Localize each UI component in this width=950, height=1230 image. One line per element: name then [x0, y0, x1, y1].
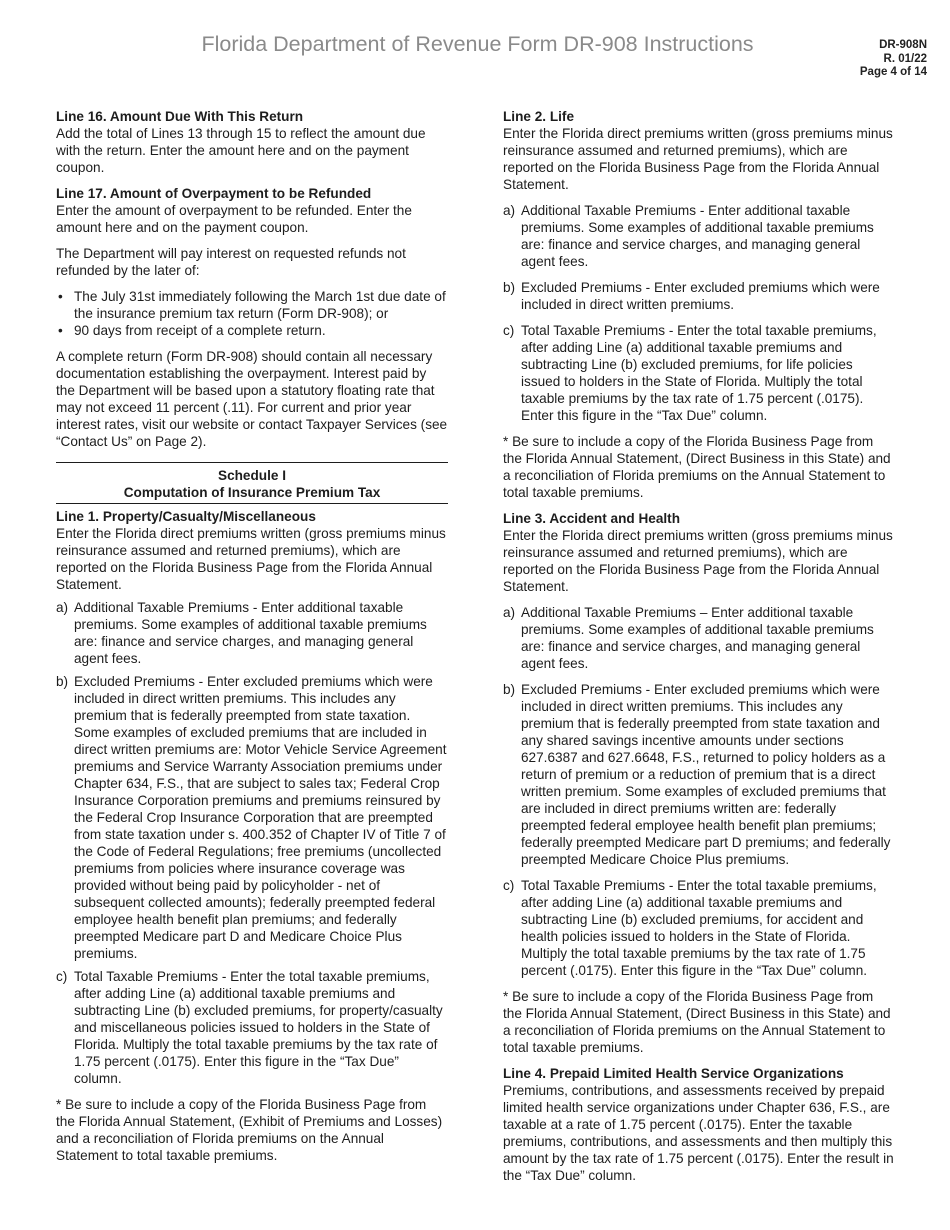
item-text: Additional Taxable Premiums - Enter additional taxable premiums. Some examples of additional taxable premiums are: finance and service charges, and managing general agent fees.	[74, 600, 427, 666]
item-marker: c)	[56, 969, 68, 984]
list-item	[56, 599, 448, 667]
line1-heading: Line 1. Property/Casualty/Miscellaneous	[56, 509, 316, 524]
item-marker: a)	[503, 605, 516, 620]
list-item	[503, 202, 895, 270]
item-text: Excluded Premiums - Enter excluded premiums which were included in direct written premiums.	[521, 280, 880, 312]
line1-items	[56, 599, 448, 1087]
line17-heading: Line 17. Amount of Overpayment to be Refunded	[56, 186, 372, 201]
line16-section	[56, 108, 448, 176]
line2-note: * Be sure to include a copy of the Florida Business Page from the Florida Annual Statement, (Direct Business in this State) and a reconciliation of Florida premiums on the Annual Statement to total taxable premiums.	[503, 434, 891, 500]
line3-items	[503, 604, 895, 979]
item-text: Total Taxable Premiums - Enter the total taxable premiums, after adding Line (a) additional taxable premiums and subtracting Line (b) excluded premiums, for life policies issued to holders in the State of Florida. Multiply the total taxable premiums by the tax rate of 1.75 percent (.0175). Enter this figure in the “Tax Due” column.	[521, 323, 877, 423]
page-number: Page 4 of 14	[859, 66, 927, 78]
right-column	[503, 108, 895, 1193]
line1-note: * Be sure to include a copy of the Florida Business Page from the Florida Annual Statement, (Exhibit of Premiums and Losses) and a reconciliation of Florida premiums on the Annual Statement to total taxable premiums.	[56, 1097, 443, 1163]
list-item	[503, 604, 895, 672]
item-text: Excluded Premiums - Enter excluded premiums which were included in direct written premiums. This includes any premium that is federally preempted from state taxation. Some examples of excluded premiums that are included in direct written premiums are: Motor Vehicle Service Agreement premiums and Service Warranty Association premiums under Chapter 634, F.S., that are subject to sales tax; Federal Crop Insurance Corporation premiums and premiums reinsured by the Federal Crop Insurance Corporation that are preempted from state taxation under s. 400.352 of Chapter IV of Title 7 of the Code of Federal Regulations; free premiums (uncollected premiums from policies where insurance coverage was provided without being paid by policyholder - net of subsequent collected amounts); federally preempted federal employee health benefit plan premiums; and federally preempted Medicare part D and Medicare Choice Plus premiums.	[74, 674, 447, 961]
interest-bullets	[56, 288, 448, 339]
list-item	[56, 288, 448, 322]
item-text: Excluded Premiums - Enter excluded premiums which were included in direct written premiums. This includes any premium that is federally preempted from state taxation and any shared savings incentive amounts under sections 627.6387 and 627.6648, F.S., returned to policy holders as a return of premium or a reduction of premium that is a direct written premium. Some examples of excluded premiums that are included in direct premiums written are: federally preempted federal employee health benefit plan premiums; federally preempted Medicare part D premiums; and federally preempted Medicare Choice Plus premiums.	[521, 682, 891, 867]
line17-section	[56, 185, 448, 236]
line4-text: Premiums, contributions, and assessments received by prepaid limited health service organizations under Chapter 636, F.S., are taxable at a rate of 1.75 percent (.0175). Enter the taxable premiums, contributions, and assessments and then multiply this amount by the tax rate of 1.75 percent (.0175). Enter the result in the “Tax Due” column.	[503, 1083, 894, 1183]
bullet-text: 90 days from receipt of a complete return.	[74, 323, 326, 338]
item-text: Additional Taxable Premiums - Enter additional taxable premiums. Some examples of additional taxable premiums are: finance and service charges, and managing general agent fees.	[521, 203, 874, 269]
line2-heading: Line 2. Life	[503, 109, 575, 124]
line3-text: Enter the Florida direct premiums written (gross premiums minus reinsurance assumed and returned premiums), which are reported on the Florida Business Page from the Florida Annual Statement.	[503, 528, 893, 594]
list-item	[56, 322, 448, 339]
item-text: Additional Taxable Premiums – Enter additional taxable premiums. Some examples of additional taxable premiums are: finance and service charges, and managing general agent fees.	[521, 605, 874, 671]
line16-heading: Line 16. Amount Due With This Return	[56, 109, 304, 124]
schedule-subtitle: Computation of Insurance Premium Tax	[123, 485, 381, 500]
list-item	[56, 673, 448, 962]
form-meta	[860, 39, 927, 80]
list-item	[503, 322, 895, 424]
item-marker: b)	[503, 280, 516, 295]
line16-text: Add the total of Lines 13 through 15 to reflect the amount due with the return. Enter the amount here and on the payment coupon.	[56, 126, 426, 175]
line3-note: * Be sure to include a copy of the Florida Business Page from the Florida Annual Statement, (Direct Business in this State) and a reconciliation of Florida premiums on the Annual Statement to total taxable premiums.	[503, 989, 891, 1055]
line2-text: Enter the Florida direct premiums written (gross premiums minus reinsurance assumed and returned premiums), which are reported on the Florida Business Page from the Florida Annual Statement.	[503, 126, 893, 192]
item-marker: a)	[56, 600, 69, 615]
interest-intro: The Department will pay interest on requested refunds not refunded by the later of:	[56, 246, 406, 278]
bullet-icon: •	[58, 289, 63, 304]
item-text: Total Taxable Premiums - Enter the total taxable premiums, after adding Line (a) additional taxable premiums and subtracting Line (b) excluded premiums, for property/casualty and miscellaneous policies issued to holders in the State of Florida. Multiply the total taxable premiums by the tax rate of 1.75 percent (.0175). Enter this figure in the “Tax Due” column.	[74, 969, 443, 1086]
line4-heading: Line 4. Prepaid Limited Health Service Organizations	[503, 1066, 844, 1081]
form-number: DR-908N	[879, 39, 927, 51]
list-item	[503, 681, 895, 868]
list-item	[503, 279, 895, 313]
page-title: Florida Department of Revenue Form DR-908 Instructions	[201, 32, 754, 56]
line17-text: Enter the amount of overpayment to be refunded. Enter the amount here and on the payment coupon.	[56, 203, 412, 235]
line3-heading: Line 3. Accident and Health	[503, 511, 681, 526]
line1-section	[56, 508, 448, 593]
line2-items	[503, 202, 895, 424]
item-marker: c)	[503, 323, 515, 338]
item-marker: b)	[503, 682, 516, 697]
list-item	[503, 877, 895, 979]
item-marker: a)	[503, 203, 516, 218]
line4-section	[503, 1065, 895, 1184]
bullet-icon: •	[58, 323, 63, 338]
schedule-heading	[56, 462, 448, 504]
line3-section	[503, 510, 895, 595]
form-revision: R. 01/22	[883, 52, 927, 65]
item-marker: c)	[503, 878, 515, 893]
line2-section	[503, 108, 895, 193]
line1-text: Enter the Florida direct premiums written (gross premiums minus reinsurance assumed and returned premiums), which are reported on the Florida Business Page from the Florida Annual Statement.	[56, 526, 446, 592]
bullet-text: The July 31st immediately following the March 1st due date of the insurance premium tax return (Form DR-908); or	[74, 289, 446, 321]
item-marker: b)	[56, 674, 69, 689]
schedule-title: Schedule I	[218, 468, 286, 483]
list-item	[56, 968, 448, 1087]
item-text: Total Taxable Premiums - Enter the total taxable premiums, after adding Line (a) additional taxable premiums and subtracting Line (b) excluded premiums, for accident and health policies issued to holders in the State of Florida. Multiply the total taxable premiums by the tax rate of 1.75 percent (.0175). Enter this figure in the “Tax Due” column.	[521, 878, 877, 978]
left-column	[56, 108, 448, 1173]
complete-return-text: A complete return (Form DR-908) should contain all necessary documentation establishing the overpayment. Interest paid by the Department will be based upon a statutory floating rate that may not exceed 11 percent (.11). For current and prior year interest rates, visit our website or contact Taxpayer Services (see “Contact Us” on Page 2).	[56, 349, 448, 449]
